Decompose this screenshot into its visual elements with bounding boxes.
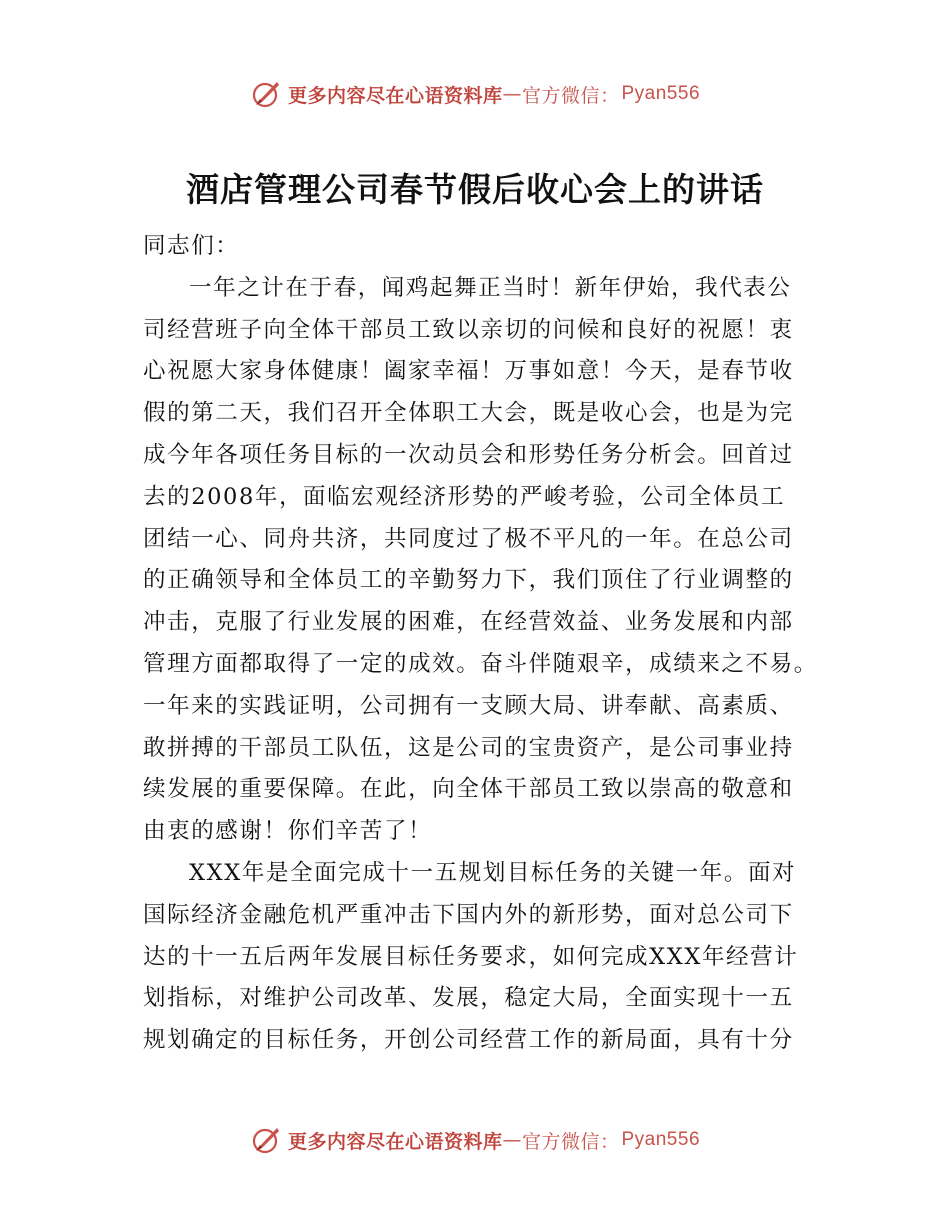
banner-official-label: 官方微信： [521,84,620,107]
quill-pen-logo-icon [250,1123,284,1157]
paragraph-line: 国际经济金融危机严重冲击下国内外的新形势，面对总公司下 [143,901,794,928]
paragraph-line: 划指标，对维护公司改革、发展，稳定大局，全面实现十一五 [143,985,794,1012]
salutation: 同志们： [143,233,240,259]
banner-separator: — [502,83,522,105]
paragraph-1 [143,268,835,853]
header-banner [0,74,950,114]
paragraph-line: XXX年是全面完成十一五规划目标任务的关键一年。面对 [189,859,797,886]
paragraph-line: 管理方面都取得了一定的成效。奋斗伴随艰辛，成绩来之不易。 [143,650,818,677]
paragraph-line: 司经营班子向全体干部员工致以亲切的问候和良好的祝愿！衷 [143,316,794,343]
paragraph-line: 由衷的感谢！你们辛苦了！ [143,818,433,845]
banner-separator: — [502,1129,522,1151]
paragraph-line: 规划确定的目标任务，开创公司经营工作的新局面，具有十分 [143,1027,794,1054]
paragraph-line: 成今年各项任务目标的一次动员会和形势任务分析会。回首过 [143,441,794,468]
banner-wechat-handle: Pyan556 [621,1129,701,1150]
footer-banner [0,1120,950,1160]
banner-main-text: 更多内容尽在心语资料库 [287,1130,503,1153]
paragraph-line: 冲击，克服了行业发展的困难，在经营效益、业务发展和内部 [143,609,794,636]
paragraph-line: 一年之计在于春，闻鸡起舞正当时！新年伊始，我代表公 [189,274,792,301]
quill-pen-logo-icon [250,77,284,111]
paragraph-2 [143,853,835,1062]
paragraph-line: 达的十一五后两年发展目标任务要求，如何完成XXX年经营计 [143,943,799,970]
document-body [143,226,835,1062]
paragraph-line: 的正确领导和全体员工的辛勤努力下，我们顶住了行业调整的 [143,567,794,594]
document-title: 酒店管理公司春节假后收心会上的讲话 [186,170,764,209]
paragraph-line: 假的第二天，我们召开全体职工大会，既是收心会，也是为完 [143,400,794,427]
banner-wechat-handle: Pyan556 [621,83,701,104]
paragraph-line: 去的2008年，面临宏观经济形势的严峻考验，公司全体员工 [143,483,786,510]
paragraph-line: 一年来的实践证明，公司拥有一支顾大局、讲奉献、高素质、 [143,692,794,719]
paragraph-line: 心祝愿大家身体健康！阖家幸福！万事如意！今天，是春节收 [143,358,794,385]
banner-official-label: 官方微信： [521,1130,620,1153]
paragraph-line: 团结一心、同舟共济，共同度过了极不平凡的一年。在总公司 [143,525,794,552]
paragraph-line: 敢拼搏的干部员工队伍，这是公司的宝贵资产，是公司事业持 [143,734,794,761]
banner-main-text: 更多内容尽在心语资料库 [287,84,503,107]
paragraph-line: 续发展的重要保障。在此，向全体干部员工致以崇高的敬意和 [143,776,794,803]
